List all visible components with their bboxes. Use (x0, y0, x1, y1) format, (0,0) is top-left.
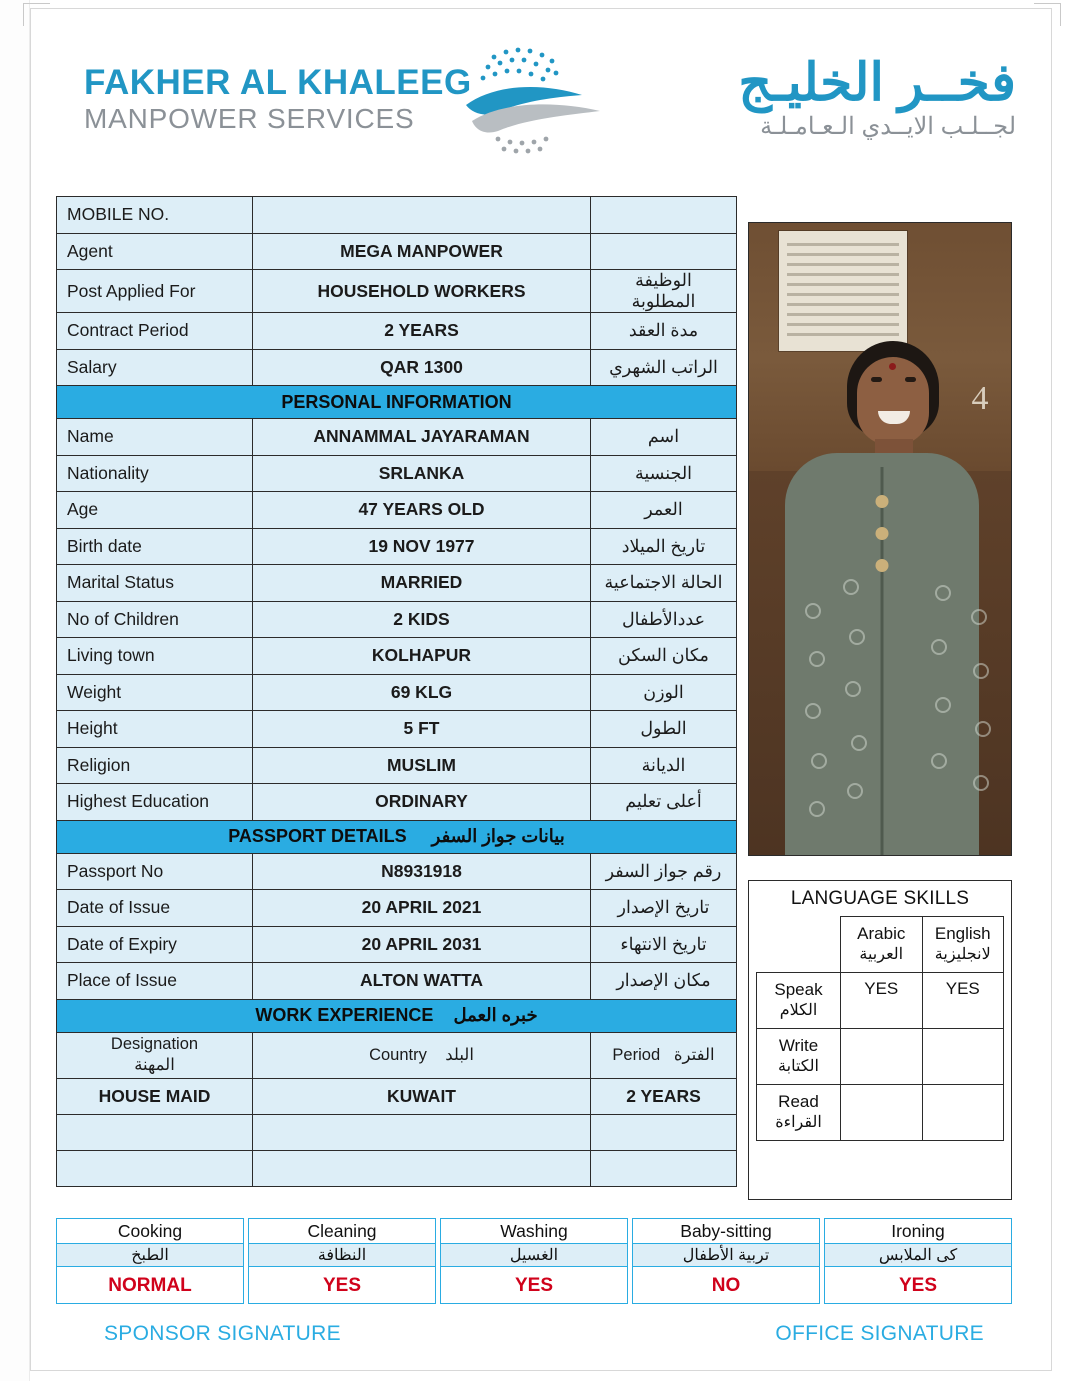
company-name-en-line2: MANPOWER SERVICES (84, 102, 415, 134)
field-value: SRLANKA (253, 455, 591, 492)
field-label: Weight (57, 674, 253, 711)
language-write-arabic (841, 1029, 923, 1085)
skill-value: NO (633, 1267, 819, 1303)
field-value: 5 FT (253, 711, 591, 748)
work-table-header (57, 1032, 737, 1078)
field-label-arabic: الوزن (591, 674, 737, 711)
table-row (57, 601, 737, 638)
work-designation: HOUSE MAID (57, 1078, 253, 1115)
language-read-arabic (841, 1085, 923, 1141)
skill-cooking (56, 1218, 244, 1304)
work-country (253, 1115, 591, 1151)
table-row (57, 784, 737, 821)
col-header-period: Period (612, 1046, 661, 1064)
field-value: KOLHAPUR (253, 638, 591, 675)
language-row-speak (757, 973, 1004, 1029)
skill-label-arabic: تربية الأطفال (633, 1243, 819, 1267)
table-row (57, 674, 737, 711)
company-name-ar-line2: لجــلـب الايــدي الـعـامـلـة (760, 112, 1016, 140)
scan-left-strip (0, 0, 30, 1381)
skills-row (56, 1218, 1012, 1304)
field-label-arabic: مكان السكن (591, 638, 737, 675)
field-label-arabic: الجنسية (591, 455, 737, 492)
work-designation (57, 1151, 253, 1187)
field-value-salary: QAR 1300 (253, 349, 591, 386)
language-header-row (757, 917, 1004, 973)
skill-value: NORMAL (57, 1267, 243, 1303)
field-label: Living town (57, 638, 253, 675)
table-row (57, 926, 737, 963)
table-row (57, 419, 737, 456)
document-header (56, 34, 1026, 164)
field-value: MEGA MANPOWER (253, 233, 591, 270)
field-label: Religion (57, 747, 253, 784)
person-eye-left (871, 377, 882, 382)
language-col-english: English لانجليزية (922, 917, 1004, 973)
work-period (591, 1151, 737, 1187)
signature-row (56, 1322, 1012, 1346)
work-period: 2 YEARS (591, 1078, 737, 1115)
photo-wall-poster (779, 231, 907, 351)
field-label-arabic: مدة العقد (591, 313, 737, 350)
table-row (57, 492, 737, 529)
col-header-designation: Designation (110, 1035, 199, 1054)
work-experience-row (57, 1078, 737, 1115)
language-corner-cell (757, 917, 841, 973)
applicant-details-table (56, 196, 737, 1187)
field-label: Nationality (57, 455, 253, 492)
person-face (857, 357, 929, 445)
field-label: Place of Issue (57, 963, 253, 1000)
skill-label-arabic: كى الملابس (825, 1243, 1011, 1267)
field-label: Name (57, 419, 253, 456)
col-header-period-ar: الفترة (673, 1046, 715, 1064)
field-label-arabic: تاريخ الانتهاء (591, 926, 737, 963)
col-header-designation-ar: المهنة (134, 1056, 175, 1074)
person-eye-right (905, 377, 916, 382)
table-row (57, 890, 737, 927)
field-value-passport-no: N8931918 (253, 853, 591, 890)
field-label-arabic: تاريخ الإصدار (591, 890, 737, 927)
section-header-work (57, 999, 737, 1032)
language-col-arabic: Arabic العربية (841, 917, 923, 973)
section-header-passport (57, 820, 737, 853)
section-title: WORK EXPERIENCE (255, 1005, 434, 1025)
language-row-read (757, 1085, 1004, 1141)
table-row (57, 963, 737, 1000)
field-value: MUSLIM (253, 747, 591, 784)
field-label: Contract Period (57, 313, 253, 350)
logo-english (56, 63, 472, 134)
skill-label: Washing (441, 1219, 627, 1243)
applicant-photo (748, 222, 1012, 856)
language-row-label-ar: الكلام (779, 1002, 818, 1020)
field-value: 2 KIDS (253, 601, 591, 638)
field-label: Birth date (57, 528, 253, 565)
skill-label-arabic: الغسيل (441, 1243, 627, 1267)
field-value: HOUSEHOLD WORKERS (253, 270, 591, 313)
language-row-label-ar: الكتابة (778, 1058, 819, 1076)
field-label-arabic: الوظيفة المطلوبة (591, 270, 737, 313)
field-label: Date of Expiry (57, 926, 253, 963)
logo-arabic (617, 56, 1026, 142)
dress-pattern (785, 453, 979, 855)
person-bindi (889, 363, 896, 370)
field-value: ALTON WATTA (253, 963, 591, 1000)
skill-baby-sitting (632, 1218, 820, 1304)
skill-label: Baby-sitting (633, 1219, 819, 1243)
table-row (57, 638, 737, 675)
language-read-english (922, 1085, 1004, 1141)
work-country: KUWAIT (253, 1078, 591, 1115)
field-label-arabic (591, 197, 737, 234)
field-label-arabic: الطول (591, 711, 737, 748)
company-logo-icon (452, 39, 617, 159)
language-skills-title: LANGUAGE SKILLS (790, 888, 970, 909)
work-period (591, 1115, 737, 1151)
section-title-arabic: بيانات جواز السفر (431, 826, 565, 846)
field-value-name: ANNAMMAL JAYARAMAN (253, 419, 591, 456)
language-row-write (757, 1029, 1004, 1085)
language-speak-english: YES (922, 973, 1004, 1029)
field-label-arabic: الديانة (591, 747, 737, 784)
field-label: Passport No (57, 853, 253, 890)
skill-ironing (824, 1218, 1012, 1304)
language-skills-table (756, 916, 1004, 1141)
table-row (57, 747, 737, 784)
table-row (57, 270, 737, 313)
table-row (57, 853, 737, 890)
field-label-arabic: الحالة الاجتماعية (591, 565, 737, 602)
field-value: 2 YEARS (253, 313, 591, 350)
field-value: 47 YEARS OLD (253, 492, 591, 529)
field-label: Age (57, 492, 253, 529)
language-speak-arabic: YES (841, 973, 923, 1029)
section-title: PERSONAL INFORMATION (57, 386, 737, 419)
col-header-country: Country (369, 1046, 427, 1064)
skill-cleaning (248, 1218, 436, 1304)
skill-value: YES (825, 1267, 1011, 1303)
field-value: 20 APRIL 2021 (253, 890, 591, 927)
field-value: MARRIED (253, 565, 591, 602)
work-country (253, 1151, 591, 1187)
work-experience-row (57, 1115, 737, 1151)
language-skills-box (748, 880, 1012, 1200)
field-label-arabic (591, 233, 737, 270)
field-label: Marital Status (57, 565, 253, 602)
field-label: Highest Education (57, 784, 253, 821)
skill-label: Ironing (825, 1219, 1011, 1243)
language-row-label: Write (778, 1036, 819, 1056)
language-row-label: Read (778, 1092, 819, 1112)
work-experience-row (57, 1151, 737, 1187)
table-row (57, 197, 737, 234)
language-row-label: Speak (774, 980, 823, 1000)
field-label-arabic: رقم جواز السفر (591, 853, 737, 890)
company-name-ar-line1: فخــر الخليـج (738, 54, 1016, 113)
field-label: No of Children (57, 601, 253, 638)
table-row (57, 233, 737, 270)
field-label-arabic: مكان الإصدار (591, 963, 737, 1000)
field-label: MOBILE NO. (57, 197, 253, 234)
field-label-arabic: اسم (591, 419, 737, 456)
field-value: 69 KLG (253, 674, 591, 711)
field-label-arabic: الراتب الشهري (591, 349, 737, 386)
office-signature-label: OFFICE SIGNATURE (775, 1322, 984, 1345)
section-title: PASSPORT DETAILS (228, 826, 407, 846)
skill-value: YES (249, 1267, 435, 1303)
col-header-country-ar: البلد (445, 1046, 474, 1064)
photo-number-label: 4 (971, 380, 989, 417)
skill-label: Cleaning (249, 1219, 435, 1243)
field-label: Agent (57, 233, 253, 270)
skill-label-arabic: الطبخ (57, 1243, 243, 1267)
company-name-en-line1: FAKHER AL KHALEEG (84, 63, 472, 103)
skill-label: Cooking (57, 1219, 243, 1243)
field-value: 20 APRIL 2031 (253, 926, 591, 963)
field-value (253, 197, 591, 234)
table-row (57, 313, 737, 350)
field-label: Height (57, 711, 253, 748)
work-designation (57, 1115, 253, 1151)
table-row (57, 528, 737, 565)
field-label: Salary (57, 349, 253, 386)
photo-person (761, 341, 999, 855)
skill-label-arabic: النظافة (249, 1243, 435, 1267)
section-header-personal (57, 386, 737, 419)
field-label: Post Applied For (57, 270, 253, 313)
language-write-english (922, 1029, 1004, 1085)
field-value: 19 NOV 1977 (253, 528, 591, 565)
skill-washing (440, 1218, 628, 1304)
skill-value: YES (441, 1267, 627, 1303)
language-row-label-ar: القراءة (775, 1114, 822, 1132)
table-row (57, 349, 737, 386)
table-row (57, 711, 737, 748)
field-label-arabic: العمر (591, 492, 737, 529)
sponsor-signature-label: SPONSOR SIGNATURE (104, 1322, 341, 1345)
field-label-arabic: عددالأطفال (591, 601, 737, 638)
person-dress (785, 453, 979, 855)
field-label: Date of Issue (57, 890, 253, 927)
section-title-arabic: خبره العمل (453, 1005, 538, 1025)
field-label-arabic: أعلى تعليم (591, 784, 737, 821)
table-row (57, 455, 737, 492)
field-value: ORDINARY (253, 784, 591, 821)
table-row (57, 565, 737, 602)
field-label-arabic: تاريخ الميلاد (591, 528, 737, 565)
